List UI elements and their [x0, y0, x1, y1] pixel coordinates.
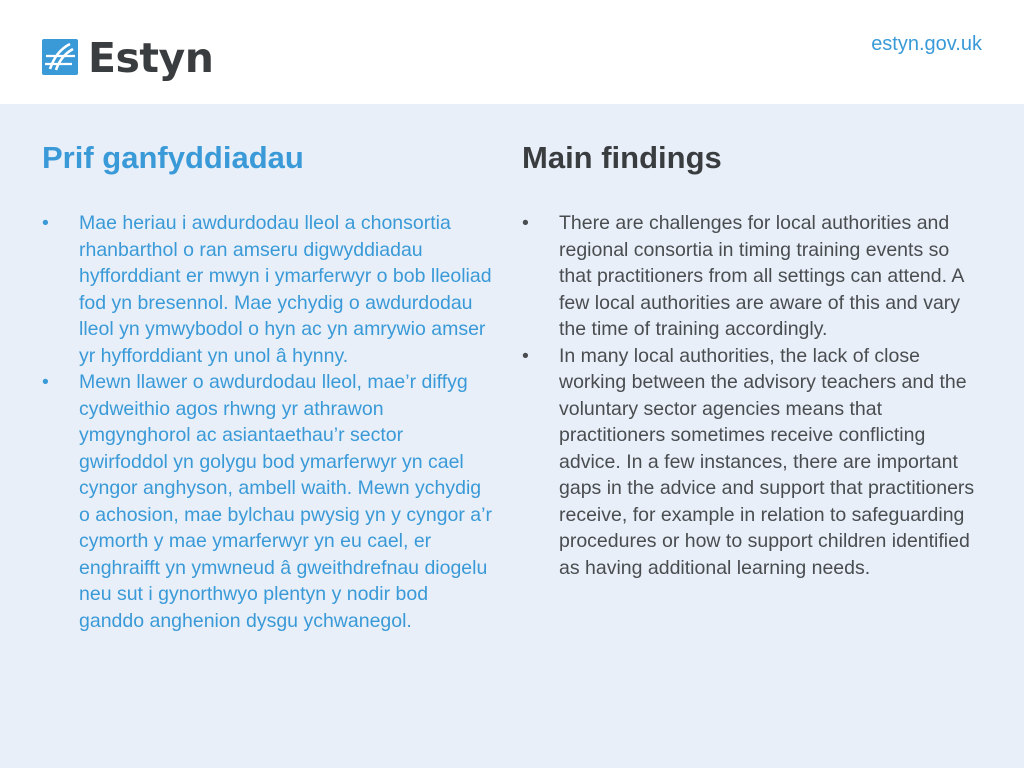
english-bullet-2: • In many local authorities, the lack of close working between the advisory teachers and the voluntary sector agencies means that practitioners sometimes receive conflicting advice. In a few instances, there are important gaps in the advice and support that practitioners receive, for example in relation to safeguarding procedures or how to support children identified as having additional learning needs. — [522, 343, 982, 582]
english-column — [522, 140, 982, 579]
welsh-bullet-1: • Mae heriau i awdurdodau lleol a chonsortia rhanbarthol o ran amseru digwyddiadau hyfforddiant er mwyn i ymarferwyr o bob lleoliad fod yn bresennol. Mae ychydig o awdurdodau lleol yn ymwybodol o hyn ac yn amrywio amser yr hyfforddiant yn unol â hynny. — [42, 210, 497, 369]
logo-text: Estyn — [88, 34, 214, 82]
welsh-bullet-2: • Mewn llawer o awdurdodau lleol, mae’r diffyg cydweithio agos rhwng yr athrawon ymgynghorol ac asiantaethau’r sector gwirfoddol yn golygu bod ymarferwyr yn cael cyngor anghyson, ambell waith. Mewn ychydig o achosion, mae bylchau pwysig yn y cyngor a’r cymorth y mae ymarferwyr yn eu cael, er enghraifft yn ymwneud â gweithdrefnau diogelu neu sut i gynorthwyo plentyn y nodir bod ganddo anghenion dysgu ychwanegol. — [42, 369, 497, 634]
welsh-column — [42, 140, 497, 632]
english-bullet-1: • There are challenges for local authorities and regional consortia in timing training events so that practitioners from all settings can attend. A few local authorities are aware of this and vary the time of training accordingly. — [522, 210, 982, 343]
welsh-bullet-list — [42, 210, 497, 634]
estyn-logo[interactable] — [42, 34, 213, 82]
estyn-logo-icon — [42, 39, 78, 75]
english-bullet-list — [522, 210, 982, 581]
header — [0, 0, 1024, 104]
english-title: Main findings — [522, 140, 722, 175]
site-url-link[interactable]: estyn.gov.uk — [871, 33, 982, 55]
welsh-title: Prif ganfyddiadau — [42, 140, 304, 175]
